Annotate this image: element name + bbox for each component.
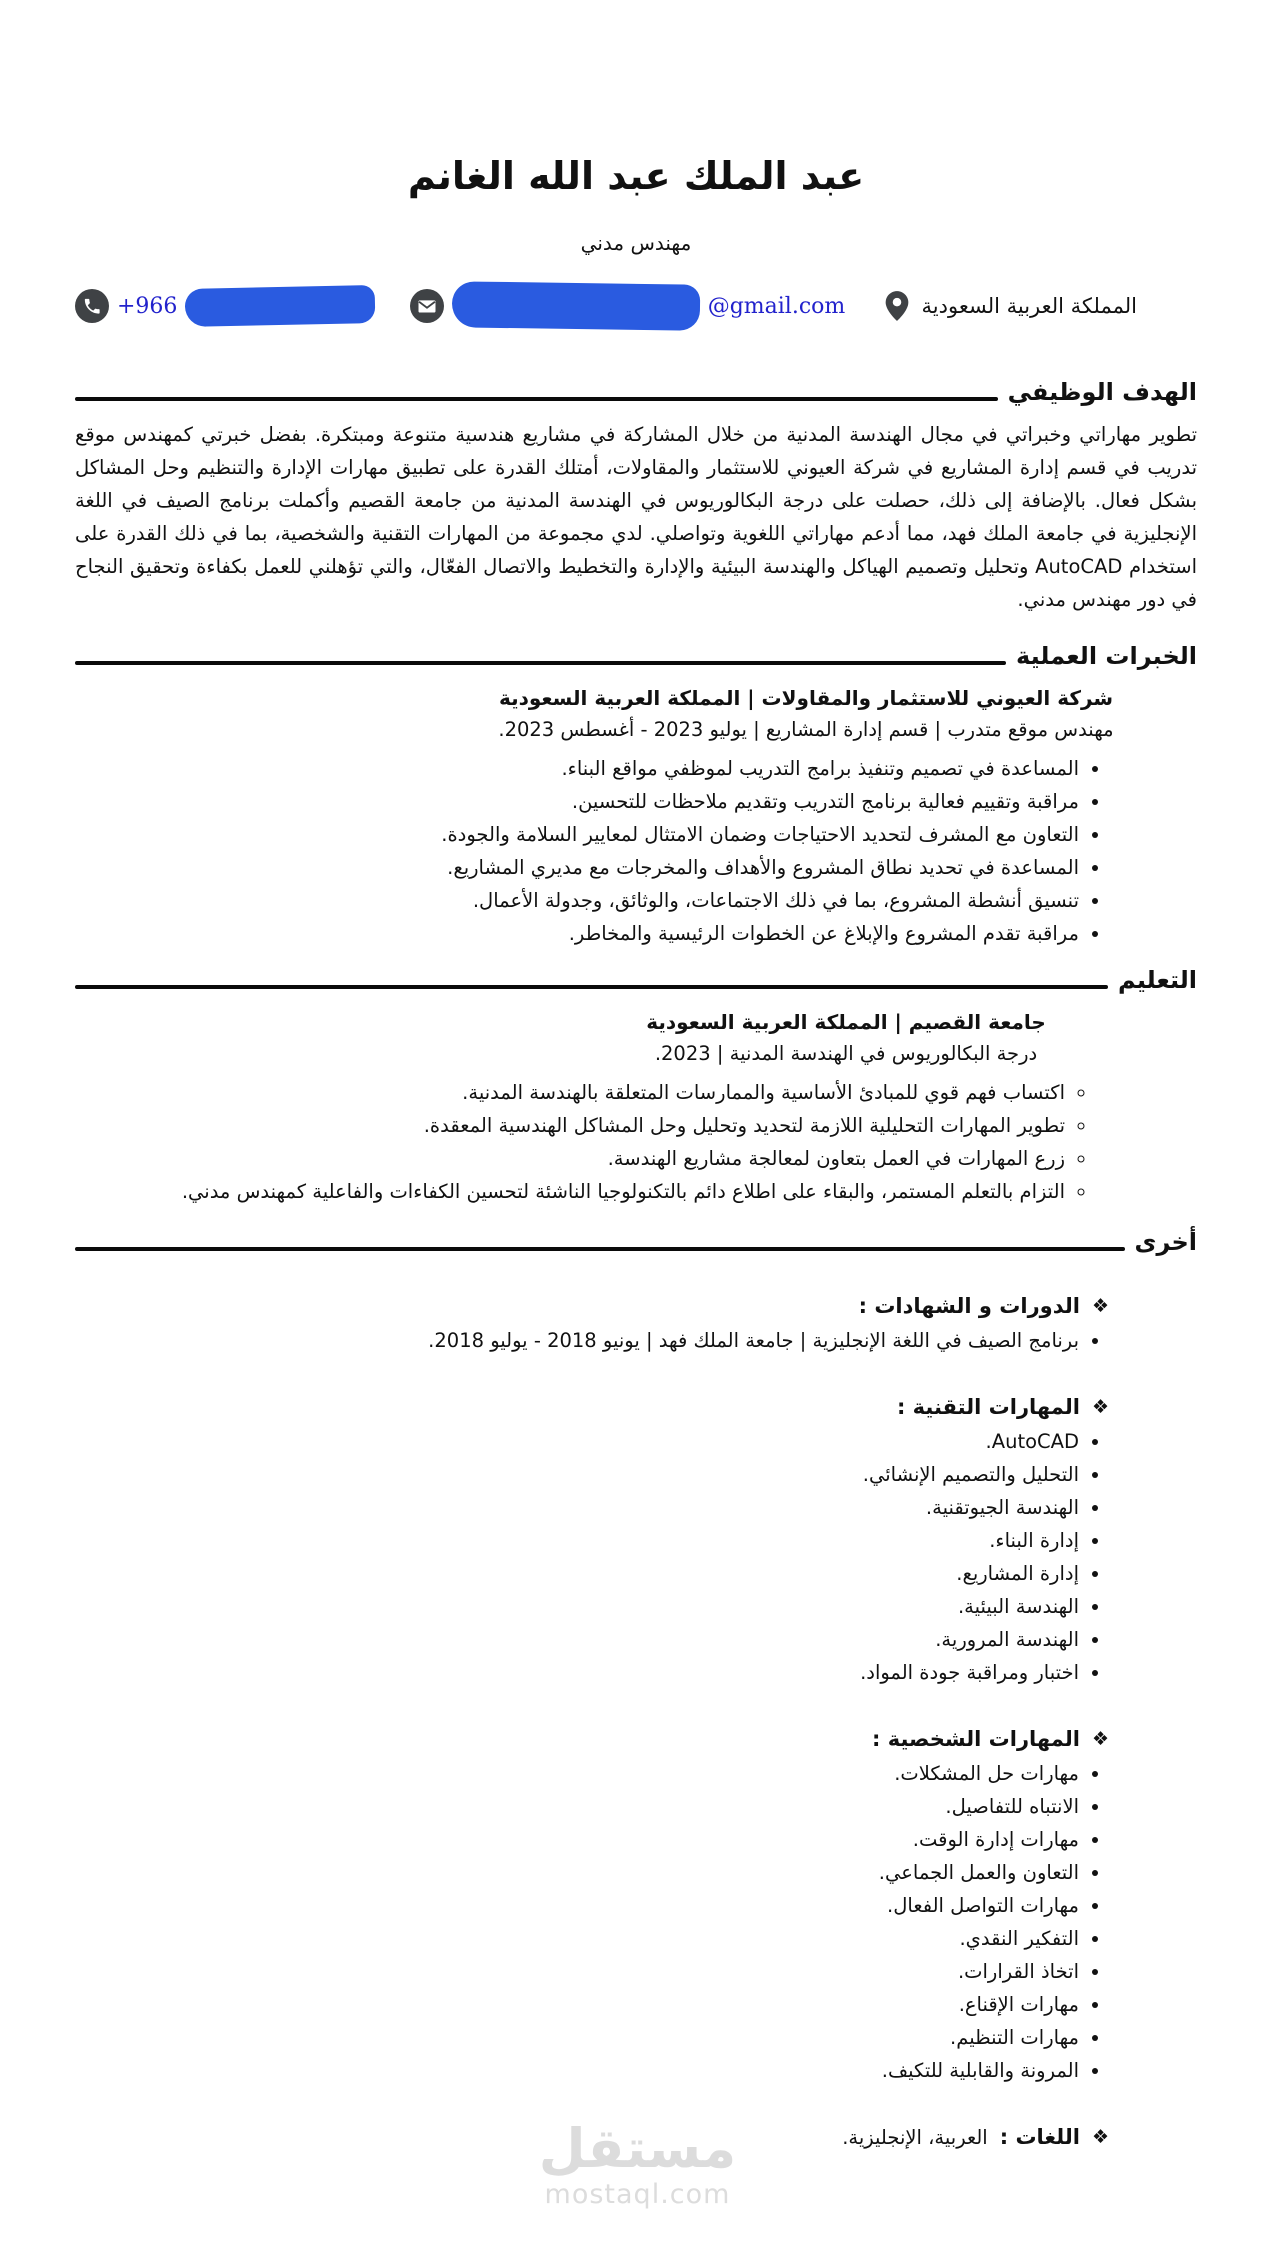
candidate-name: عبد الملك عبد الله الغانم — [407, 154, 865, 198]
role-line: مهندس موقع متدرب | قسم إدارة المشاريع | يوليو 2023 - أغسطس 2023. — [498, 718, 1114, 741]
list-item: • إدارة المشاريع. — [75, 1557, 1079, 1590]
section-header-objective — [75, 378, 1197, 406]
list-item: • مراقبة وتقييم فعالية برنامج التدريب وتقديم ملاحظات للتحسين. — [75, 785, 1079, 818]
list-item: • الانتباه للتفاصيل. — [75, 1790, 1079, 1823]
subsection-title: الدورات و الشهادات : — [858, 1294, 1080, 1318]
watermark — [0, 2117, 1275, 2212]
phone-redaction-scribble — [185, 285, 376, 327]
phone-icon — [75, 289, 109, 323]
email-icon — [410, 289, 444, 323]
list-item: ◦ زرع المهارات في العمل بتعاون لمعالجة مشاريع الهندسة. — [75, 1142, 1065, 1175]
email-domain: @gmail.com — [707, 293, 846, 319]
list-item: • الهندسة المرورية. — [75, 1623, 1079, 1656]
company-name: شركة العيوني للاستثمار والمقاولات | المملكة العربية السعودية — [498, 686, 1114, 710]
list-item: • التحليل والتصميم الإنشائي. — [75, 1458, 1079, 1491]
list-item: ◦ اكتساب فهم قوي للمبادئ الأساسية والممارسات المتعلقة بالهندسة المدنية. — [75, 1076, 1065, 1109]
section-header-education — [75, 966, 1197, 994]
list-item: • التعاون والعمل الجماعي. — [75, 1856, 1079, 1889]
list-item: • التفكير النقدي. — [75, 1922, 1079, 1955]
subsection-title: المهارات التقنية : — [896, 1395, 1080, 1419]
contact-phone — [75, 287, 375, 325]
email-redaction-scribble — [451, 281, 700, 330]
subsection-personal-skills — [75, 1727, 1197, 1751]
section-title-education: التعليم — [1118, 966, 1197, 994]
subsection-title: المهارات الشخصية : — [872, 1727, 1080, 1751]
section-title-objective: الهدف الوظيفي — [1007, 378, 1197, 406]
section-header-experience — [75, 642, 1197, 670]
list-item: • مهارات الإقناع. — [75, 1988, 1079, 2021]
contact-location — [880, 289, 1137, 323]
education-bullet-list — [75, 1076, 1197, 1208]
list-item: • الهندسة البيئية. — [75, 1590, 1079, 1623]
subsection-technical-skills — [75, 1395, 1197, 1419]
section-rule — [75, 397, 998, 401]
list-item: • المساعدة في تحديد نطاق المشروع والأهداف والمخرجات مع مديري المشاريع. — [75, 851, 1079, 884]
experience-entry-header — [75, 682, 1197, 746]
list-item: ◦ التزام بالتعلم المستمر، والبقاء على اطلاع دائم بالتكنولوجيا الناشئة لتحسين الكفاءات والفاعلية كمهندس مدني. — [75, 1175, 1065, 1208]
education-entry-header — [75, 1006, 1197, 1070]
list-item: • الهندسة الجيوتقنية. — [75, 1491, 1079, 1524]
diamond-bullet-icon: ❖ — [1091, 2125, 1109, 2148]
section-rule — [75, 1247, 1125, 1251]
contact-row — [75, 278, 1197, 334]
list-item: • اختبار ومراقبة جودة المواد. — [75, 1656, 1079, 1689]
list-item: • تنسيق أنشطة المشروع، بما في ذلك الاجتماعات، والوثائق، وجدولة الأعمال. — [75, 884, 1079, 917]
mostaql-logo: مستقل — [538, 2117, 737, 2180]
objective-paragraph: تطوير مهاراتي وخبراتي في مجال الهندسة المدنية من خلال المشاركة في مشاريع هندسية متنوعة ومبتكرة. بفضل خبرتي كمهندس موقع تدريب في قسم إدارة المشاريع في شركة العيوني للاستثمار والمقاولات، أمتلك القدرة على تطبيق مهارات الإدارة والتنظيم وحل المشاكل بشكل فعال. بالإضافة إلى ذلك، حصلت على درجة البكالوريوس في الهندسة المدنية من جامعة القصيم وأكملت برنامج الصيف في اللغة الإنجليزية في جامعة الملك فهد، مما أدعم مهاراتي اللغوية وتواصلي. لدي مجموعة من المهارات التقنية والشخصية، بما في ذلك القدرة على استخدام AutoCAD وتحليل وتصميم الهياكل والهندسة البيئية والإدارة والتخطيط والاتصال الفعّال، والتي تؤهلني للعمل بكفاءة وتحقيق النجاح في دور مهندس مدني. — [75, 423, 1198, 611]
subsection-title: اللغات : — [999, 2125, 1080, 2149]
experience-bullet-list — [75, 752, 1197, 950]
list-item: • مراقبة تقدم المشروع والإبلاغ عن الخطوات الرئيسية والمخاطر. — [75, 917, 1079, 950]
mostaql-url: mostaql.com — [544, 2179, 731, 2210]
list-item: ◦ تطوير المهارات التحليلية اللازمة لتحديد وتحليل وحل المشاكل الهندسية المعقدة. — [75, 1109, 1065, 1142]
section-rule — [75, 661, 1006, 665]
school-name: جامعة القصيم | المملكة العربية السعودية — [646, 1010, 1046, 1034]
technical-skills-list — [75, 1425, 1197, 1689]
section-header-other — [75, 1228, 1197, 1256]
list-item: • اتخاذ القرارات. — [75, 1955, 1079, 1988]
list-item: • مهارات التنظيم. — [75, 2021, 1079, 2054]
list-item: • المساعدة في تصميم وتنفيذ برامج التدريب لموظفي مواقع البناء. — [75, 752, 1079, 785]
location-pin-icon — [880, 289, 914, 323]
diamond-bullet-icon: ❖ — [1091, 1395, 1109, 1418]
diamond-bullet-icon: ❖ — [1091, 1294, 1109, 1317]
list-item: • مهارات التواصل الفعال. — [75, 1889, 1079, 1922]
languages-value: العربية، الإنجليزية. — [842, 2125, 988, 2149]
degree-line: درجة البكالوريوس في الهندسة المدنية | 2023. — [654, 1042, 1038, 1065]
contact-email — [410, 283, 846, 329]
list-item: • التعاون مع المشرف لتحديد الاحتياجات وضمان الامتثال لمعايير السلامة والجودة. — [75, 818, 1079, 851]
subsection-courses — [75, 1294, 1197, 1318]
candidate-job-title: مهندس مدني — [580, 231, 692, 255]
section-title-other: أخرى — [1134, 1228, 1197, 1256]
courses-bullet-list — [75, 1324, 1197, 1357]
personal-skills-list — [75, 1757, 1197, 2087]
list-item: • إدارة البناء. — [75, 1524, 1079, 1557]
list-item: • مهارات إدارة الوقت. — [75, 1823, 1079, 1856]
phone-prefix: +966 — [117, 293, 178, 319]
section-rule — [75, 985, 1108, 989]
section-title-experience: الخبرات العملية — [1016, 642, 1197, 670]
list-item: • المرونة والقابلية للتكيف. — [75, 2054, 1079, 2087]
list-item: • AutoCAD. — [75, 1425, 1079, 1458]
list-item: • مهارات حل المشكلات. — [75, 1757, 1079, 1790]
location-text: المملكة العربية السعودية — [921, 294, 1137, 318]
diamond-bullet-icon: ❖ — [1091, 1727, 1109, 1750]
list-item: • برنامج الصيف في اللغة الإنجليزية | جامعة الملك فهد | يونيو 2018 - يوليو 2018. — [75, 1324, 1079, 1357]
